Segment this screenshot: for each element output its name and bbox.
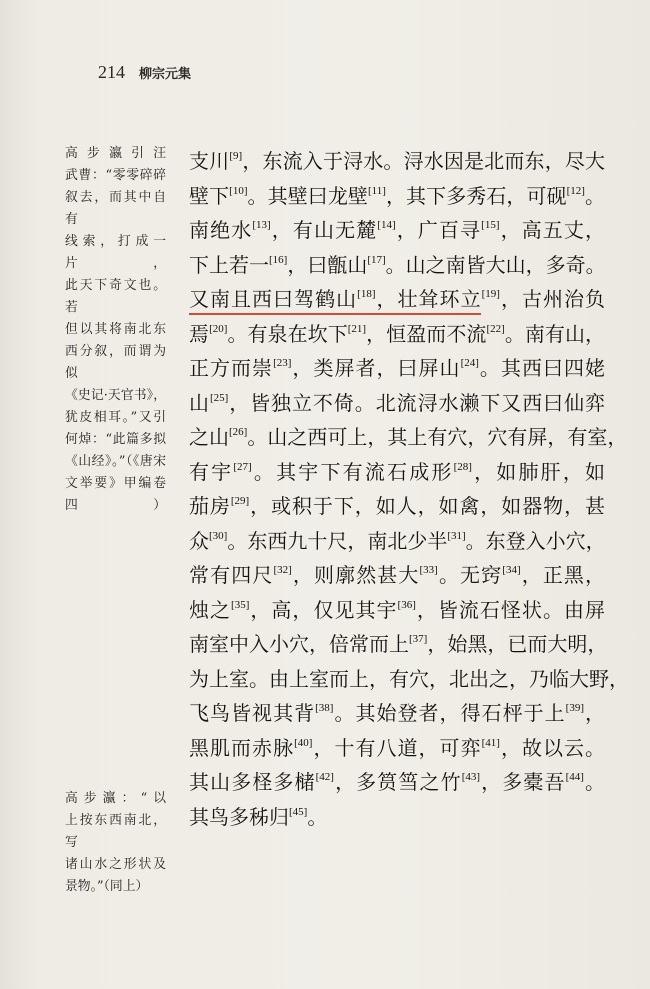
footnote-marker: [31] (447, 529, 466, 542)
margin-note-line: 武曹：“零零碎碎 (65, 168, 166, 183)
footnote-marker: [42] (315, 771, 334, 783)
footnote-marker: [14] (377, 219, 396, 231)
margin-note-line: 景物。”（同上） (65, 879, 149, 894)
margin-note-line: 此天下奇文也。若 (65, 278, 166, 315)
footnote-marker: [44] (565, 771, 584, 783)
footnote-marker: [18] (357, 288, 376, 300)
text-line: 其鸟多秭归[45]。 (189, 804, 328, 829)
footnote-marker: [35] (231, 598, 250, 611)
text-line: 黑肌而赤脉[40]，十有八道，可弈[41]，故以云。 (189, 735, 606, 760)
text-line: 有宇[27]。其宇下有流石成形[28]，如肺肝，如 (189, 459, 606, 484)
footnote-marker: [41] (481, 736, 500, 749)
margin-note-line: 犹皮相耳。”又引 (65, 410, 166, 425)
book-title: 柳宗元集 (139, 67, 192, 82)
footnote-marker: [40] (294, 736, 313, 749)
footnote-marker: [27] (233, 460, 252, 473)
footnote-marker: [12] (566, 184, 585, 197)
text-line: 之山[26]。山之西可上，其上有穴，穴有屏，有室， (189, 425, 628, 449)
margin-note-line: 文举要》甲编卷四） (65, 476, 166, 513)
text-line: 南室中入小穴，倍常而上[37]，始黑，已而大明， (189, 632, 608, 656)
footnote-marker: [39] (565, 702, 584, 714)
text-line: 茄房[29]，或积于下，如人，如禽，如器物，甚 (189, 494, 606, 518)
margin-note-line: 西分叙，而谓为似 (65, 344, 166, 381)
margin-note-line: 线索，打成一片， (65, 234, 166, 271)
text-line: 众[30]。东西九十尺，南北少半[31]。东登入小穴， (189, 528, 606, 553)
footnote-marker: [11] (367, 184, 386, 197)
footnote-marker: [43] (461, 771, 481, 783)
main-text (189, 144, 629, 834)
footnote-marker: [16] (269, 253, 288, 266)
text-line: 下上若一[16]，曰甑山[17]。山之南皆大山，多奇。 (189, 252, 606, 277)
footnote-marker: [38] (315, 702, 334, 714)
footnote-marker: [20] (209, 322, 228, 335)
footnote-marker: [34] (502, 564, 521, 576)
footnote-marker: [17] (367, 253, 386, 266)
margin-note-line: 《史记·天官书》， (65, 388, 166, 403)
footnote-marker: [37] (409, 633, 428, 645)
text-line: 为上室。由上室而上，有穴，北出之，乃临大野， (189, 666, 629, 691)
margin-note-line: 高步瀛：“以 (65, 791, 166, 806)
text-line: 支川[9]，东流入于浔水。浔水因是北而东，尽大 (189, 149, 606, 173)
margin-note-line: 上按东西南北，写 (65, 813, 166, 850)
running-header (98, 62, 191, 86)
text-line: 其山多柽多槠[42]，多筼筜之竹[43]，多橐吾[44]。 (189, 770, 606, 794)
footnote-marker: [45] (289, 805, 308, 818)
margin-note-line: 叙去，而其中自有 (65, 190, 166, 227)
text-line: 山[25]，皆独立不倚。北流浔水濑下又西曰仙弈 (189, 390, 606, 415)
footnote-marker: [26] (229, 426, 248, 438)
page-number: 214 (98, 62, 125, 82)
text-line: 常有四尺[32]，则廓然甚大[33]。无窍[34]，正黑， (189, 563, 606, 587)
footnote-marker: [9] (229, 150, 243, 162)
margin-note-line: 但以其将南北东 (65, 322, 166, 337)
footnote-marker: [33] (419, 564, 438, 576)
margin-note-line: 何焯：“此篇多拟 (65, 432, 166, 447)
footnote-marker: [30] (209, 529, 228, 542)
footnote-marker: [32] (273, 564, 292, 576)
footnote-marker: [24] (460, 357, 479, 369)
margin-note-2 (65, 788, 166, 898)
footnote-marker: [19] (481, 288, 500, 300)
margin-note-1 (65, 143, 166, 517)
footnote-marker: [29] (230, 495, 250, 507)
footnote-marker: [22] (486, 322, 505, 335)
margin-note-line: 高步瀛引汪 (65, 146, 166, 161)
text-line: 飞鸟皆视其背[38]。其始登者，得石枰于上[39]， (189, 701, 606, 725)
text-line: 正方而崇[23]，类屏者，曰屏山[24]。其西曰四姥 (189, 356, 606, 380)
red-underline (189, 313, 481, 315)
footnote-marker: [13] (252, 219, 271, 231)
footnote-marker: [10] (229, 184, 248, 197)
text-line: 烛之[35]，高，仅见其宇[36]，皆流石怪状。由屏 (189, 597, 606, 622)
footnote-marker: [23] (273, 357, 292, 369)
text-line: 焉[20]。有泉在坎下[21]，恒盈而不流[22]。南有山， (189, 321, 606, 346)
footnote-marker: [36] (397, 598, 416, 611)
text-line: 壁下[10]。其壁曰龙壁[11]，其下多秀石，可砚[12]。 (189, 183, 606, 208)
footnote-marker: [21] (347, 322, 367, 335)
text-line: 又南且西曰驾鹤山[18]，壮耸环立[19]，古州治负 (189, 282, 605, 317)
footnote-marker: [15] (481, 219, 500, 231)
footnote-marker: [28] (453, 460, 472, 473)
margin-note-line: 《山经》。”（《唐宋 (65, 454, 166, 469)
footnote-marker: [25] (209, 391, 229, 404)
text-line: 南绝水[13]，有山无麓[14]，广百寻[15]，高五丈， (189, 218, 606, 242)
margin-note-line: 诸山水之形状及 (65, 857, 166, 872)
